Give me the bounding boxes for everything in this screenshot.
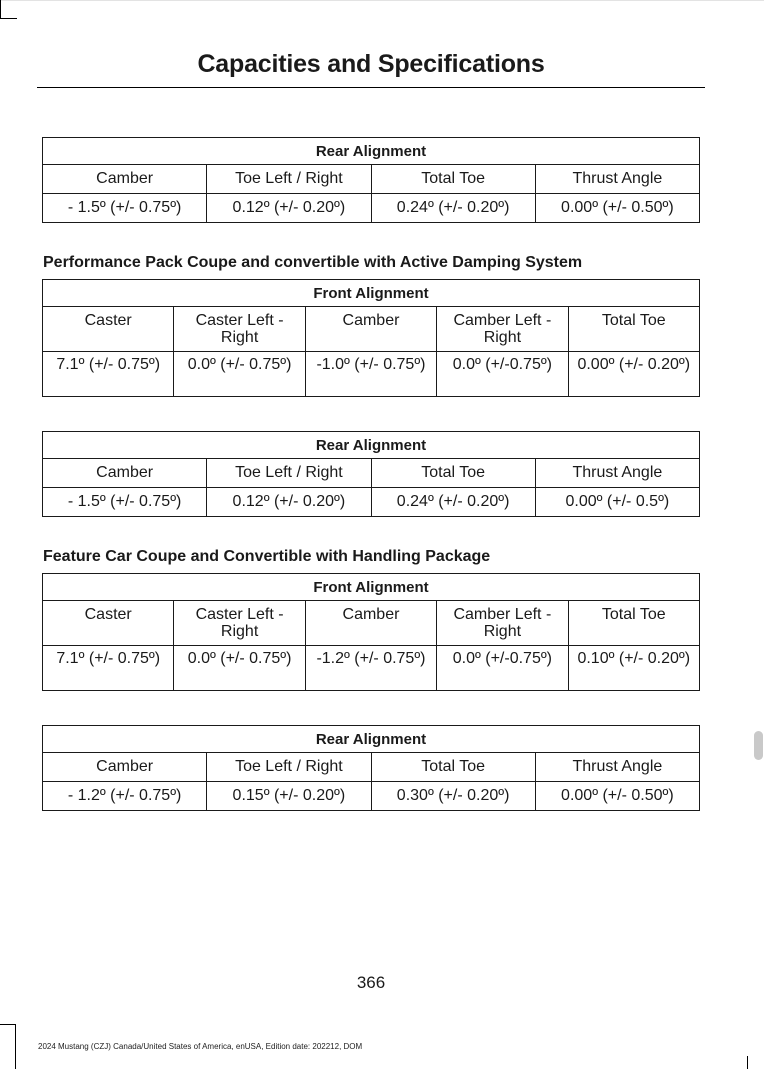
column-header: Toe Left / Right (207, 753, 371, 782)
table-cell: - 1.5º (+/- 0.75º) (43, 194, 207, 223)
table-row (43, 194, 700, 223)
column-header: Total Toe (371, 459, 535, 488)
table-cell: 0.00º (+/- 0.50º) (535, 194, 699, 223)
rear-alignment-table (42, 137, 700, 223)
column-header: Thrust Angle (535, 459, 699, 488)
column-header: Total Toe (371, 753, 535, 782)
column-header: Total Toe (568, 307, 699, 352)
table-caption: Front Alignment (43, 574, 700, 601)
table-caption: Rear Alignment (43, 726, 700, 753)
table-cell: 0.00º (+/- 0.20º) (568, 352, 699, 397)
table-cell: 0.0º (+/- 0.75º) (174, 352, 305, 397)
rear-alignment-table (42, 725, 700, 811)
rear-alignment-table (42, 431, 700, 517)
table-caption: Rear Alignment (43, 138, 700, 165)
crop-mark (0, 1024, 15, 1025)
table-header-row (43, 601, 700, 646)
column-header: Caster Left - Right (174, 307, 305, 352)
crop-mark (0, 0, 1, 18)
table-cell: 0.15º (+/- 0.20º) (207, 782, 371, 811)
column-header: Thrust Angle (535, 165, 699, 194)
table-header-row (43, 459, 700, 488)
crop-mark (15, 1024, 16, 1069)
table-caption: Front Alignment (43, 280, 700, 307)
table-cell: 0.24º (+/- 0.20º) (371, 488, 535, 517)
table-cell: 0.00º (+/- 0.5º) (535, 488, 699, 517)
column-header: Total Toe (371, 165, 535, 194)
section-heading: Feature Car Coupe and Convertible with Handling Package (43, 548, 491, 565)
column-header: Total Toe (568, 601, 699, 646)
table-cell: 0.0º (+/- 0.75º) (174, 646, 305, 691)
table-cell: -1.2º (+/- 0.75º) (305, 646, 436, 691)
table-cell: 7.1º (+/- 0.75º) (43, 646, 174, 691)
column-header: Thrust Angle (535, 753, 699, 782)
page-number: 366 (356, 973, 386, 992)
crop-mark (0, 18, 17, 19)
table-cell: 0.0º (+/-0.75º) (437, 646, 568, 691)
table-cell: - 1.5º (+/- 0.75º) (43, 488, 207, 517)
table-row (43, 488, 700, 517)
column-header: Camber (305, 307, 436, 352)
table-cell: 0.0º (+/-0.75º) (437, 352, 568, 397)
table-cell: 0.12º (+/- 0.20º) (207, 194, 371, 223)
column-header: Toe Left / Right (207, 165, 371, 194)
table-header-row (43, 753, 700, 782)
table-row (43, 352, 700, 397)
viewer-top-border (0, 0, 764, 1)
front-alignment-table (42, 573, 700, 691)
column-header: Camber Left - Right (437, 601, 568, 646)
column-header: Camber (43, 165, 207, 194)
column-header: Caster (43, 307, 174, 352)
section-heading: Performance Pack Coupe and convertible with Active Damping System (43, 254, 583, 271)
table-caption: Rear Alignment (43, 432, 700, 459)
table-header-row (43, 307, 700, 352)
table-cell: 7.1º (+/- 0.75º) (43, 352, 174, 397)
column-header: Camber Left - Right (437, 307, 568, 352)
column-header: Toe Left / Right (207, 459, 371, 488)
crop-mark (747, 1056, 748, 1069)
footer-edition-info: 2024 Mustang (CZJ) Canada/United States of America, enUSA, Edition date: 202212, DOM (38, 1042, 363, 1051)
table-cell: 0.12º (+/- 0.20º) (207, 488, 371, 517)
table-row (43, 782, 700, 811)
front-alignment-table (42, 279, 700, 397)
table-cell: 0.24º (+/- 0.20º) (371, 194, 535, 223)
table-header-row (43, 165, 700, 194)
table-cell: 0.00º (+/- 0.50º) (535, 782, 699, 811)
column-header: Camber (43, 753, 207, 782)
title-divider (37, 87, 705, 88)
table-row (43, 646, 700, 691)
column-header: Camber (43, 459, 207, 488)
table-cell: - 1.2º (+/- 0.75º) (43, 782, 207, 811)
column-header: Caster (43, 601, 174, 646)
column-header: Camber (305, 601, 436, 646)
column-header: Caster Left - Right (174, 601, 305, 646)
table-cell: 0.30º (+/- 0.20º) (371, 782, 535, 811)
table-cell: -1.0º (+/- 0.75º) (305, 352, 436, 397)
table-cell: 0.10º (+/- 0.20º) (568, 646, 699, 691)
page-title: Capacities and Specifications (197, 50, 545, 78)
scrollbar-thumb[interactable] (754, 731, 763, 760)
